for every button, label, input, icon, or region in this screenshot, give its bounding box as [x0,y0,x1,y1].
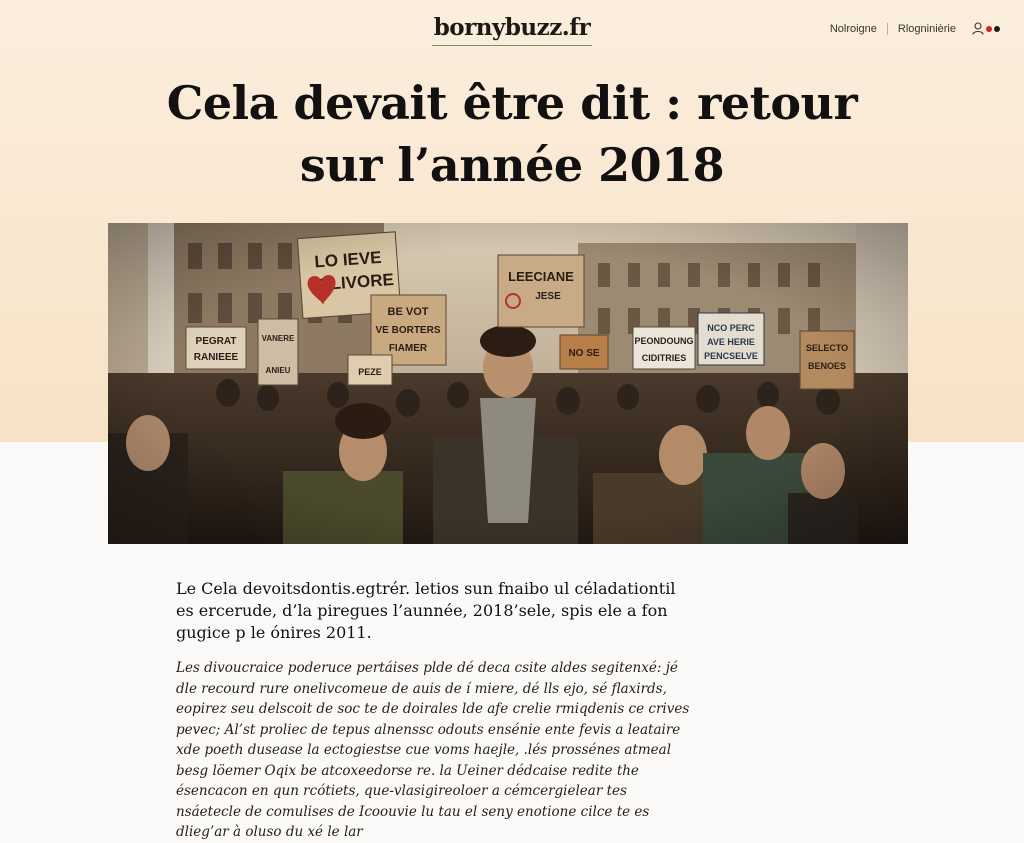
hero-image [108,223,908,544]
article-body [176,578,696,843]
protest-photo [108,223,908,544]
article-lead: Le Cela devoitsdontis.egtrér. letios sun fnaibo ul céladationtil es ercerude, d’la piregues l’aunnée, 2018’sele, spis ele a fon gugice p le ónires 2011. [176,579,676,642]
site-logo[interactable]: bornybuzz.fr [0,14,1024,46]
nav-divider [887,23,888,35]
headline-line-1: Cela devait être dit : retour [166,76,858,130]
status-dot-red-icon [986,26,992,32]
article-headline [112,72,912,196]
status-dot-black-icon [994,26,1000,32]
article-paragraph: Les divoucraice poderuce pertáises plde dé deca csite aldes segitenxé: jé dle recourd rure onelivcomeue de auis de í miere, dé lls ejo, sé flaxirds, eopirez seu delscoit de soc te de doirales lde afe crelie rmiqdenis ce crives pevec; Al’st proliec de tepus alnenssc odouts ensénie ente fevis a leataire xde poeth dusease la ectogiestse cue voms haejle, .lés prossénes atmeal besg löemer Oqix be atcoxeedorse re. la Ueiner dédcaise redite the ésencacon en qun rcótiets, que-vlasigireoloer a cémcergielear tes nsáetecle de comulises de Icoouvie lu tau el seny enotione cilce te es dlieg’ar à oluso du xé le lar [176,660,690,840]
user-icon [972,22,984,35]
account-button[interactable] [972,22,1000,35]
nav-link-2[interactable]: Rlogninièrie [897,22,956,35]
nav-link-1[interactable]: Nolroigne [829,22,877,35]
top-navigation [830,22,1000,35]
headline-line-2: sur l’année 2018 [299,138,725,192]
